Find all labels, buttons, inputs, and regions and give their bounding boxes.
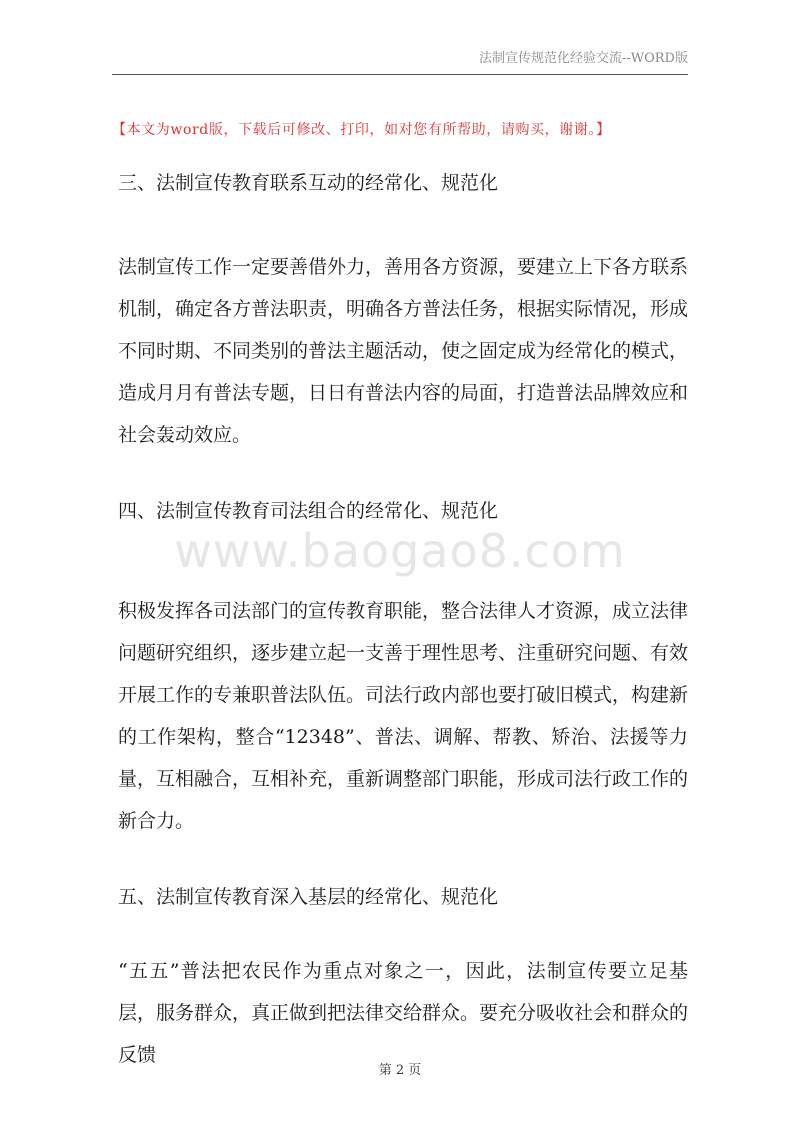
page-number: 第 2 页 xyxy=(378,1063,422,1078)
section-paragraph-5: “五五”普法把农民作为重点对象之一，因此，法制宣传要立足基层，服务群众，真正做到把法律交给群众。要充分吸收社会和群众的反馈 xyxy=(118,960,689,1066)
section-heading-5: 五、法制宣传教育深入基层的经常化、规范化 xyxy=(118,886,499,908)
section-paragraph-3: 法制宣传工作一定要善借外力，善用各方资源，要建立上下各方联系机制，确定各方普法职责，明确各方普法任务，根据实际情况，形成不同时期、不同类别的普法主题活动，使之固定成为经常化的模式，造成月月有普法专题，日日有普法内容的局面，打造普法品牌效应和社会轰动效应。 xyxy=(118,256,689,446)
page-header xyxy=(112,52,688,75)
purchase-notice: 【本文为word版，下载后可修改、打印，如对您有所帮助，请购买，谢谢。】 xyxy=(112,122,611,138)
header-title: 法制宣传规范化经验交流--WORD版 xyxy=(478,51,688,66)
section-heading-4: 四、法制宣传教育司法组合的经常化、规范化 xyxy=(118,500,499,522)
document-body xyxy=(118,166,688,1076)
section-paragraph-4: 积极发挥各司法部门的宣传教育职能，整合法律人才资源，成立法律问题研究组织，逐步建立起一支善于理性思考、注重研究问题、有效开展工作的专兼职普法队伍。司法行政内部也要打破旧模式，构建新的工作架构，整合“12348”、普法、调解、帮教、矫治、法援等力量，互相融合，互相补充，重新调整部门职能，形成司法行政工作的新合力。 xyxy=(118,600,689,832)
watermark-text: www.baogao8.com xyxy=(174,524,626,578)
section-heading-3: 三、法制宣传教育联系互动的经常化、规范化 xyxy=(118,172,499,194)
